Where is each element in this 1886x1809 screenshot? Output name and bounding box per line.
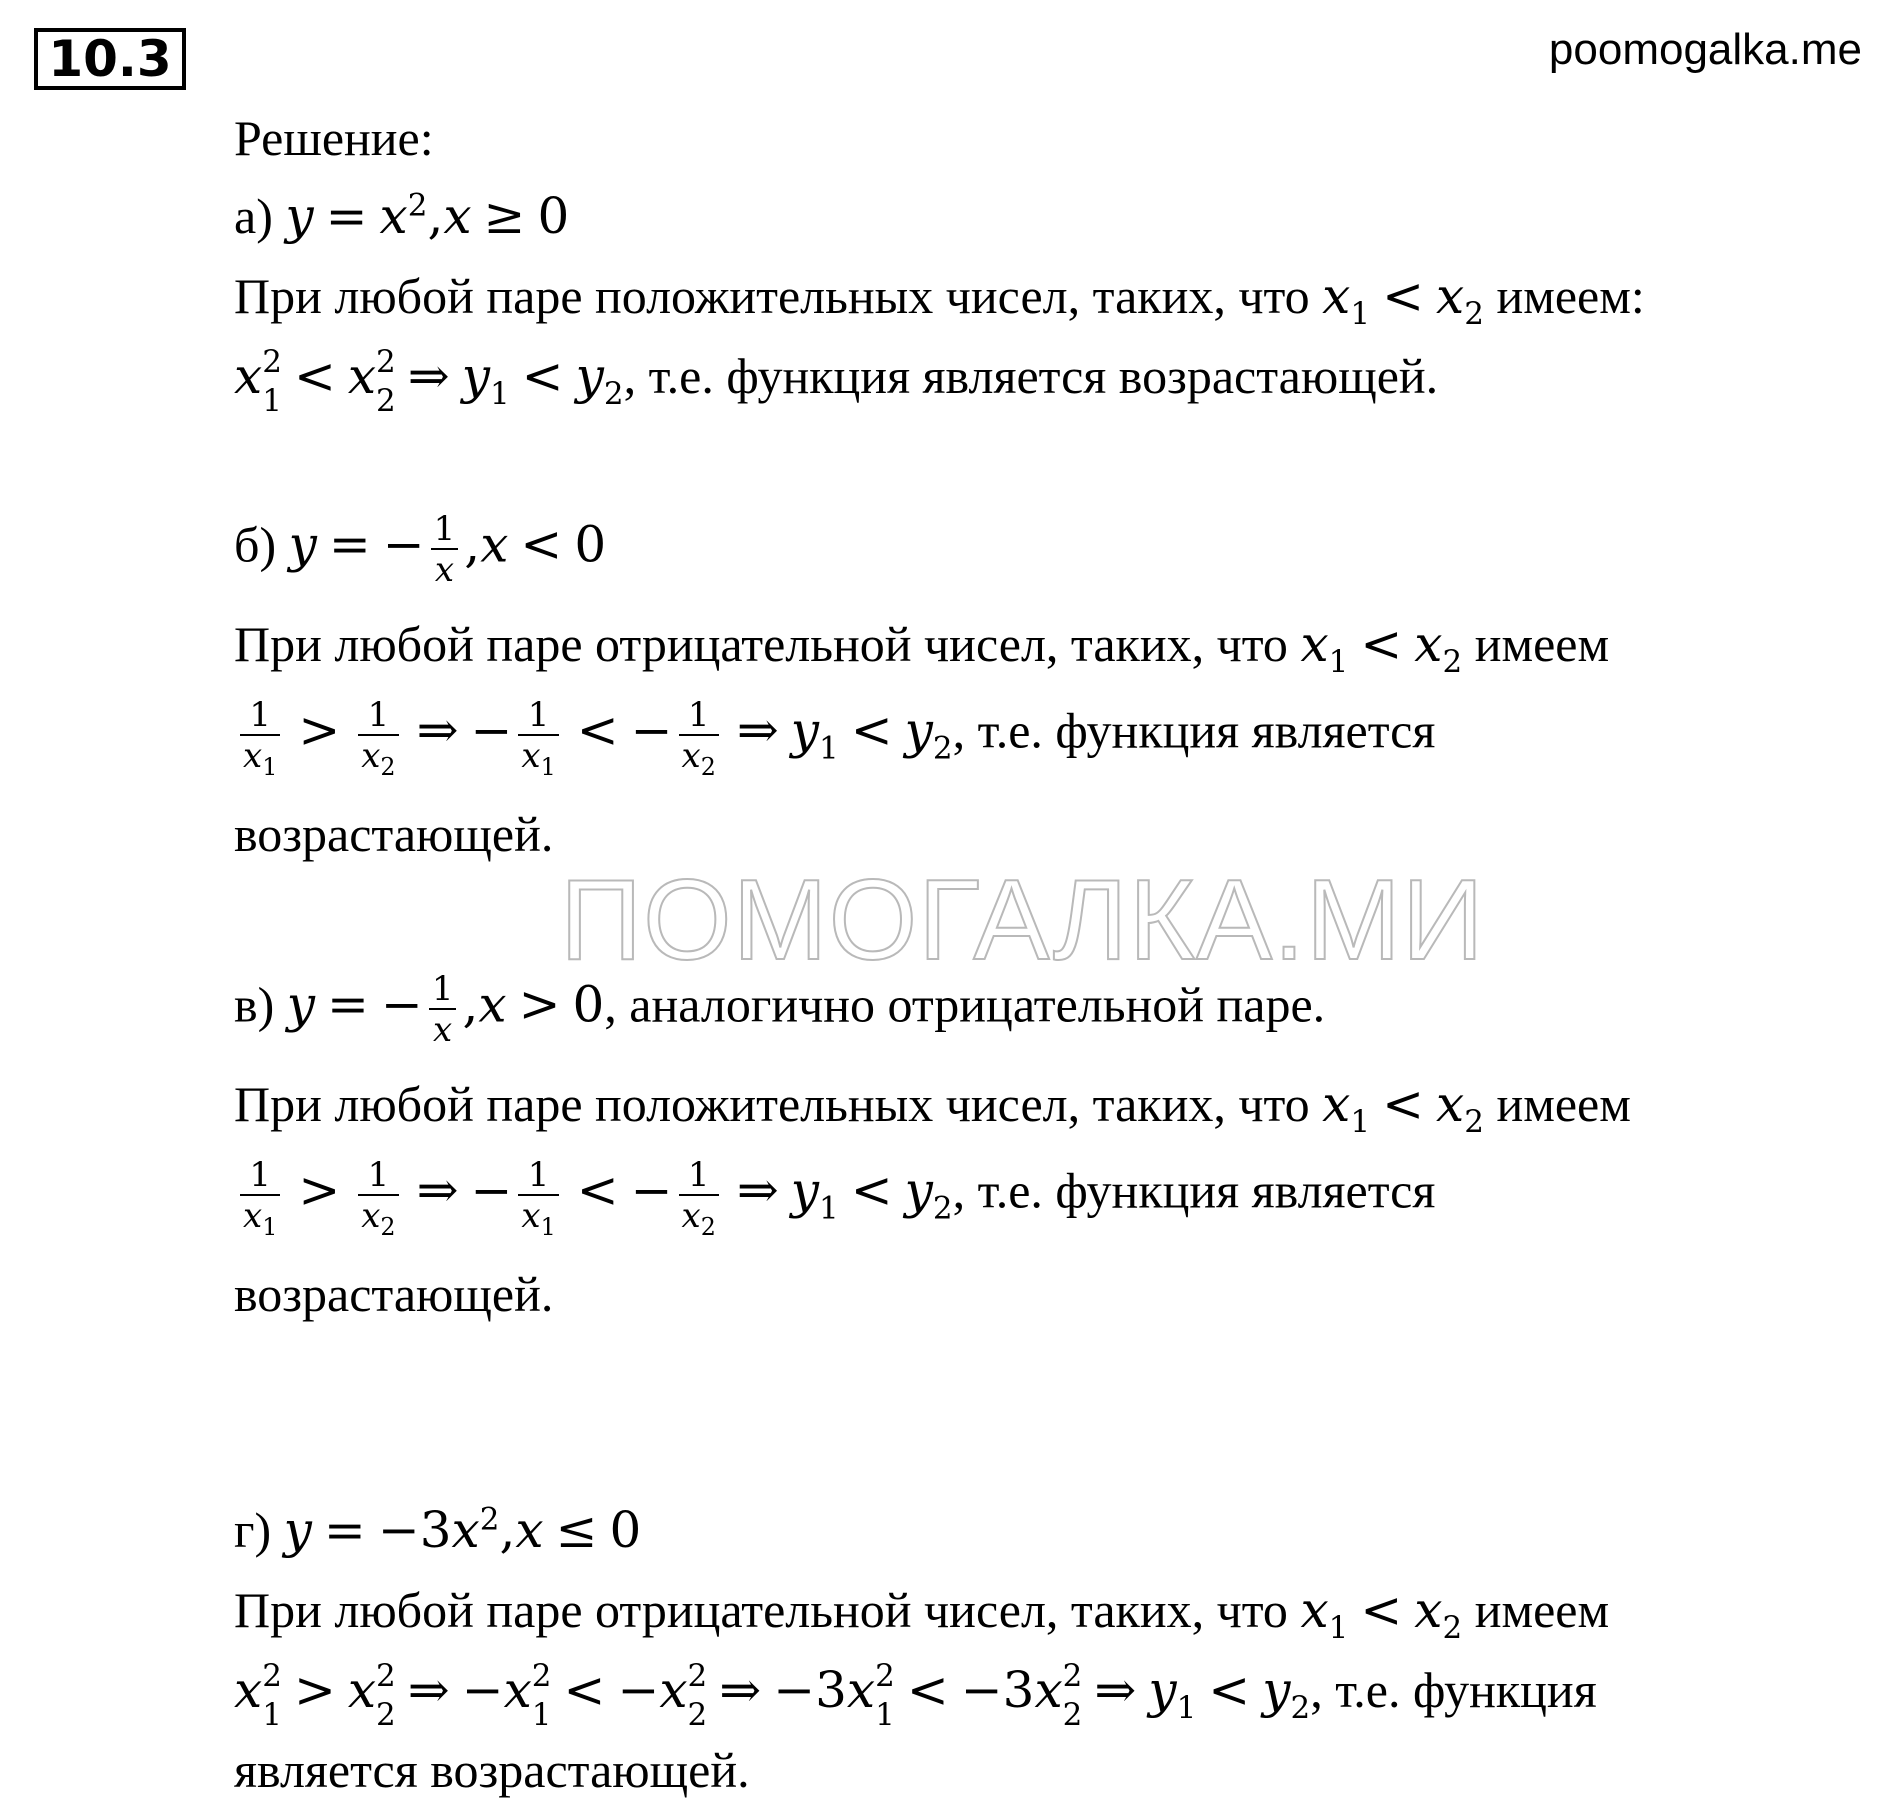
part-b-line2: $\frac{1}{x_1}$ > $\frac{1}{x_2}$ ⇒ − $\frac{1}{x_1}$ < − $\frac{1}{x_2}$ ⇒ $y_1 < y_2$, т.е. функция является: [234, 696, 1435, 776]
part-v-text: При любой паре положительных чисел, таких, что: [234, 1076, 1310, 1132]
part-g-marker: г): [234, 1502, 272, 1558]
part-g-line1: При любой паре отрицательной чисел, таких, что $x_1 < x_2$ имеем: [234, 1581, 1610, 1646]
part-v-title-suffix: , аналогично отрицательной паре.: [604, 976, 1326, 1033]
part-g-conclusion: , т.е. функция: [1310, 1662, 1597, 1718]
part-g-text-end: имеем: [1474, 1582, 1610, 1638]
part-v-text-end: имеем: [1496, 1076, 1631, 1132]
part-v-title: в) y = − $\frac{1}{x}$ ,x > 0, аналогично отрицательной паре.: [234, 969, 1326, 1050]
part-g-title: г) $y = -3x^2,x \le 0$: [234, 1501, 642, 1559]
part-a-text-end: имеем:: [1496, 268, 1645, 324]
part-b-conclusion: , т.е. функция является: [952, 702, 1436, 759]
part-b-text: При любой паре отрицательной чисел, таких, что: [234, 616, 1288, 672]
solution-heading: Решение:: [234, 110, 434, 166]
part-b-title: б) y = − $\frac{1}{x}$ ,x < 0: [234, 509, 607, 590]
part-b-line3: возрастающей.: [234, 806, 554, 862]
part-v-line3: возрастающей.: [234, 1266, 554, 1322]
part-a-text: При любой паре положительных чисел, таких, что: [234, 268, 1310, 324]
part-g-text: При любой паре отрицательной чисел, таких, что: [234, 1582, 1288, 1638]
part-a-conclusion: , т.е. функция является возрастающей.: [623, 348, 1439, 404]
part-b-line1: При любой паре отрицательной чисел, таких, что $x_1 < x_2$ имеем: [234, 615, 1610, 680]
part-g-line3: является возрастающей.: [234, 1742, 750, 1798]
part-a-marker: а): [234, 188, 273, 244]
part-a-line1: При любой паре положительных чисел, таких, что $x_1 < x_2$ имеем:: [234, 267, 1645, 332]
part-v-line2: $\frac{1}{x_1}$ > $\frac{1}{x_2}$ ⇒ − $\frac{1}{x_1}$ < − $\frac{1}{x_2}$ ⇒ $y_1 < y_2$, т.е. функция является: [234, 1156, 1435, 1236]
part-a-title: а) $y = x^2,x \ge 0$: [234, 187, 570, 245]
task-number-box: 10.3: [34, 28, 186, 90]
part-v-marker: в): [234, 976, 275, 1033]
part-b-marker: б): [234, 516, 277, 573]
part-v-line1: При любой паре положительных чисел, таких, что $x_1 < x_2$ имеем: [234, 1075, 1631, 1140]
part-v-conclusion: , т.е. функция является: [952, 1162, 1436, 1219]
part-a-line2: x 2 1 < x 2 2 ⇒ $y_1 < y_2$, т.е. функция является возрастающей.: [234, 343, 1439, 419]
part-b-text-end: имеем: [1474, 616, 1610, 672]
site-url: poomogalka.me: [1548, 25, 1862, 74]
watermark: ПОМОГАЛКА.МИ: [560, 857, 1485, 984]
part-g-line2: x 2 1 > x 2 2 ⇒ −x 2 1 < −x 2 2 ⇒ −3x 2 1 < −3x 2 2 ⇒ $y_1 < y_2$, т.е. функция: [234, 1657, 1597, 1733]
